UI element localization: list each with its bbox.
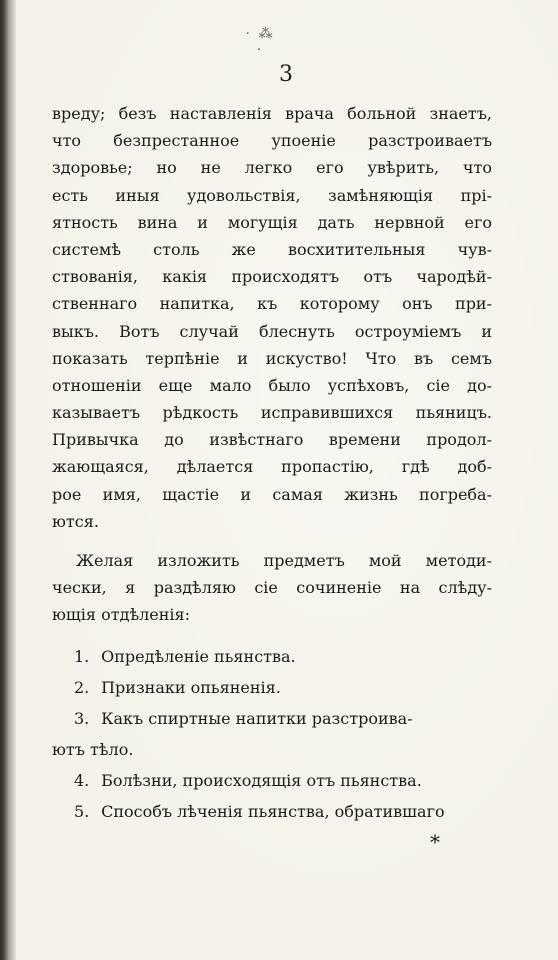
list-text: Признаки опьяненія.: [101, 677, 281, 697]
text-line: ются.: [52, 511, 99, 531]
page-number: 3: [279, 62, 293, 87]
list-item: [52, 796, 492, 827]
list-number: 3.: [74, 708, 90, 728]
paragraph-2: [52, 547, 492, 629]
text-line: ствованія, какія происходятъ отъ чародѣй-: [52, 267, 492, 287]
list-text: Болѣзни, происходящія отъ пьянства.: [101, 770, 422, 790]
list-text: Какъ спиртные напитки разстроива-: [101, 708, 413, 728]
text-line: здоровье; но не легко его увѣрить, что: [52, 158, 492, 178]
text-line: системѣ столь же восхитительныя чув-: [52, 239, 492, 259]
book-binding-edge: [0, 0, 16, 960]
top-ornament: · ⁂ ·: [245, 26, 275, 58]
body-text: [52, 100, 492, 827]
section-list: [52, 641, 492, 827]
text-line: выкъ. Вотъ случай блеснуть остроуміемъ и: [52, 321, 492, 341]
list-number: 4.: [74, 770, 90, 790]
list-text-continuation: ютъ тѣло.: [52, 739, 134, 759]
paragraph-gap: [52, 629, 492, 641]
list-item: [52, 703, 492, 734]
text-line: показать терпѣніе и искуство! Что въ семъ: [52, 348, 492, 368]
text-line: вреду; безъ наставленія врача больной знаетъ,: [52, 104, 492, 123]
list-number: 1.: [74, 646, 90, 666]
text-line: что безпрестанное упоеніе разстроиваетъ: [52, 131, 492, 151]
list-item: [52, 672, 492, 703]
text-line: ющія отдѣленія:: [52, 605, 190, 625]
text-line: Желая изложить предметъ мой методи-: [76, 551, 492, 570]
text-line: рое имя, щастіе и самая жизнь погреба-: [52, 484, 492, 504]
list-number: 2.: [74, 677, 90, 697]
signature-mark: *: [430, 830, 440, 854]
list-number: 5.: [74, 801, 90, 821]
text-line: чески, я раздѣляю сіе сочиненіе на слѣду-: [52, 578, 492, 598]
paragraph-1: [52, 100, 492, 535]
list-item: [52, 765, 492, 796]
text-line: казываетъ рѣдкость исправившихся пьяницъ.: [52, 403, 492, 423]
text-line: ственнаго напитка, къ которому онъ при-: [52, 294, 492, 314]
list-item: [52, 641, 492, 672]
text-line: жающаяся, дѣлается пропастію, гдѣ доб-: [52, 457, 492, 477]
text-line: отношеніи еще мало было успѣховъ, сіе до-: [52, 375, 492, 395]
list-text: Способъ лѣченія пьянства, обратившаго: [101, 801, 445, 821]
text-line: Привычка до извѣстнаго времени продол-: [52, 430, 492, 450]
list-text: Опредѣленіе пьянства.: [101, 646, 296, 666]
paragraph-gap: [52, 535, 492, 547]
text-line: есть иныя удовольствія, замѣняющія прі-: [52, 185, 492, 205]
text-line: ятность вина и могущія дать нервной его: [52, 212, 492, 232]
